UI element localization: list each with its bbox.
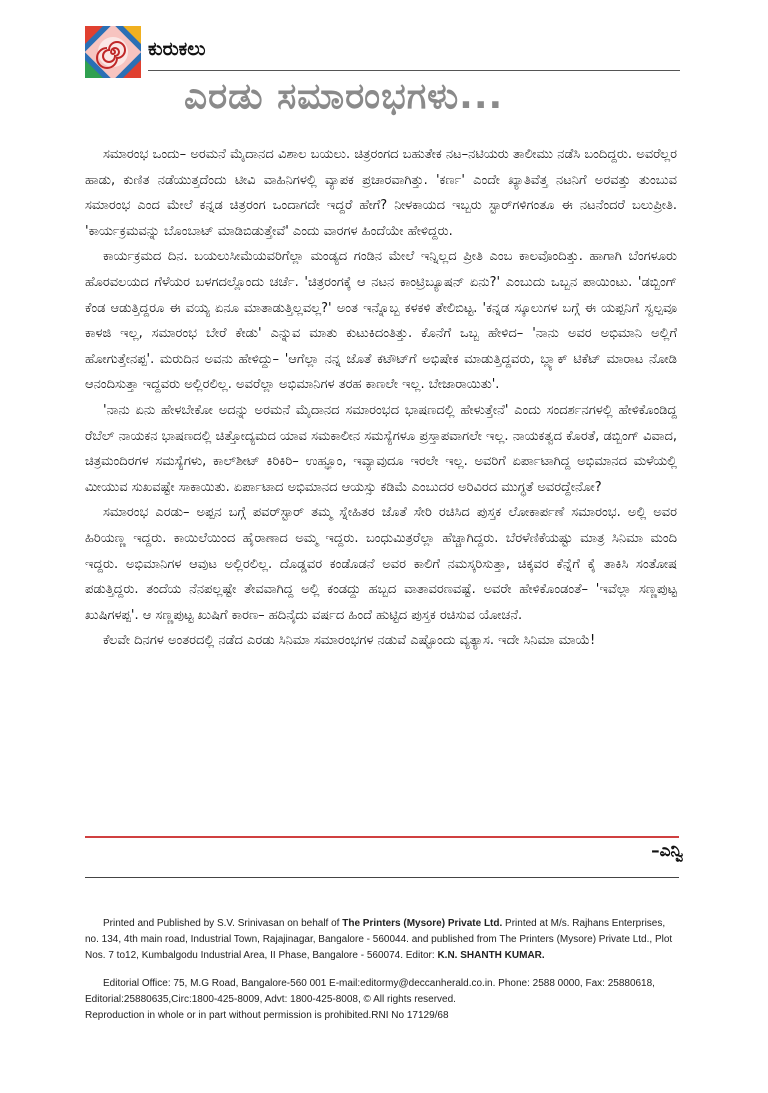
footer-rule <box>85 877 679 878</box>
imprint-publisher <box>85 916 677 965</box>
imprint-block <box>85 916 677 1035</box>
section-name: ಕುರುಕಲು <box>148 38 206 60</box>
imprint-text: Printed and Published by S.V. Srinivasan on behalf of <box>103 918 343 929</box>
article-end-rule <box>85 836 679 838</box>
article-paragraph: ಕಾರ್ಯಕ್ರಮದ ದಿನ. ಬಯಲುಸೀಮೆಯವರಿಗೆಲ್ಲಾ ಮಂಡ್ಯದ ಗಂಡಿನ ಮೇಲೆ ಇನ್ನಿಲ್ಲದ ಪ್ರೀತಿ ಎಂಬ ಕಾಲವೊಂದಿತ್ತು. ಹಾಗಾಗಿ ಬೆಂಗಳೂರು ಹೊರವಲಯದ ಗೆಳೆಯರ ಬಳಗದಲ್ಲೊಂದು ಚರ್ಚೆ. 'ಚಿತ್ರರಂಗಕ್ಕೆ ಆ ನಟನ ಕಾಂಟ್ರಿಬ್ಯೂಷನ್ ಏನು?' ಎಂಬುದು ಒಬ್ಬನ ಪಾಯಿಂಟು. 'ಡಬ್ಬಿಂಗ್ ಕೆಂಡ ಆಡುತ್ತಿದ್ದರೂ ಈ ವಯ್ಯ ಏನೂ ಮಾತಾಡುತ್ತಿಲ್ಲವಲ್ಲ?' ಅಂತ ಇನ್ನೊಬ್ಬ ಕಳಕಳಿ ತೇಲಿಬಿಟ್ಟ. 'ಕನ್ನಡ ಸ್ಕೂಲುಗಳ ಬಗ್ಗೆ ಈ ಯಪ್ಪನಿಗೆ ಸ್ವಲ್ಪವೂ ಕಾಳಜಿ ಇಲ್ಲ, ಸಮಾರಂಭ ಬೇರೆ ಕೇಡು' ಎನ್ನುವ ಮಾತು ಕುಟುಕಿದಂತಿತ್ತು. ಕೊನೆಗೆ ಒಬ್ಬ ಹೇಳಿದ– 'ನಾನು ಅವರ ಅಭಿಮಾನಿ ಅಲ್ಲಿಗೆ ಹೋಗುತ್ತೇನಪ್ಪ'. ಮರುದಿನ ಅವನು ಹೇಳಿದ್ದು– 'ಆಗೆಲ್ಲಾ ನನ್ನ ಜೊತೆ ಕಟೌಟ್‌ಗೆ ಅಭಿಷೇಕ ಮಾಡುತ್ತಿದ್ದವರು, ಬ್ಲ್ಯಾಕ್ ಟಿಕೆಟ್ ಮಾರಾಟ ನೋಡಿ ಆನಂದಿಸುತ್ತಾ ಇದ್ದವರು ಅಲ್ಲಿರಲಿಲ್ಲ. ಅವರೆಲ್ಲಾ ಅಭಿಮಾನಿಗಳ ತರಹ ಕಾಣಲೇ ಇಲ್ಲ. ಬೇಜಾರಾಯಿತು'. <box>85 249 677 393</box>
imprint-company: The Printers (Mysore) Private Ltd. <box>342 918 503 929</box>
imprint-editor: K.N. SHANTH KUMAR. <box>437 950 545 962</box>
article-paragraph: ಸಮಾರಂಭ ಎರಡು– ಅಪ್ಪನ ಬಗ್ಗೆ ಪವರ್‌ಸ್ಟಾರ್ ತಮ್ಮ ಸ್ನೇಹಿತರ ಜೊತೆ ಸೇರಿ ರಚಿಸಿದ ಪುಸ್ತಕ ಲೋಕಾರ್ಪಣೆ ಸಮಾರಂಭ. ಅಲ್ಲಿ ಅವರ ಹಿರಿಯಣ್ಣ ಇದ್ದರು. ಕಾಯಿಲೆಯಿಂದ ಹೈರಾಣಾದ ಅಮ್ಮ ಇದ್ದರು. ಬಂಧುಮಿತ್ರರೆಲ್ಲಾ ಹೆಚ್ಚಾಗಿದ್ದರು. ಬೆರಳೆಣಿಕೆಯಷ್ಟು ಮಾತ್ರ ಸಿನಿಮಾ ಮಂದಿ ಇದ್ದರು. ಅಭಿಮಾನಿಗಳ ಆವುಟ ಅಲ್ಲಿರಲಿಲ್ಲ. ದೊಡ್ಡವರ ಕಂಡೊಡನೆ ಅವರ ಕಾಲಿಗೆ ನಮಸ್ಕರಿಸುತ್ತಾ, ಚಿಕ್ಕವರ ಕೆನ್ನೆಗೆ ಕೈ ತಾಕಿಸಿ ಸಂತೋಷ ಪಡುತ್ತಿದ್ದರು. ತಂದೆಯ ನೆನಪಲ್ಲಷ್ಟೇ ತೇವವಾಗಿದ್ದ ಅಲ್ಲಿ ಕಂಡದ್ದು ಹಬ್ಬದ ವಾತಾವರಣವಷ್ಟೆ. ಅವರೇ ಹೇಳಿಕೊಂಡಂತೆ– 'ಇವೆಲ್ಲಾ ಸಣ್ಣಪುಟ್ಟ ಖುಷಿಗಳಪ್ಪ'. ಆ ಸಣ್ಣಪುಟ್ಟ ಖುಷಿಗೆ ಕಾರಣ– ಹದಿನೈದು ವರ್ಷದ ಹಿಂದೆ ಹುಟ್ಟಿದ ಪುಸ್ತಕ ರಚಿಸುವ ಯೋಚನೆ. <box>85 505 677 623</box>
imprint-text: Printed at M/s. Rajhans Enterprises, no. 134, 4th main road, Industrial Town, Rajajinagar, Bangalore - 560044. and published from The Printers (Mysore) Private Ltd., Plot Nos. 7 to12, Kumbalgodu Industrial Area, II Phase, Bangalore - 560074. Editor: <box>85 918 673 962</box>
article-title: ಎರಡು ಸಮಾರಂಭಗಳು... <box>184 76 504 117</box>
article-paragraph: ಸಮಾರಂಭ ಒಂದು– ಅರಮನೆ ಮೈದಾನದ ವಿಶಾಲ ಬಯಲು. ಚಿತ್ರರಂಗದ ಬಹುತೇಕ ನಟ–ನಟಿಯರು ತಾಲೀಮು ನಡೆಸಿ ಬಂದಿದ್ದರು. ಅವರೆಲ್ಲರ ಹಾಡು, ಕುಣಿತ ನಡೆಯುತ್ತದೆಂದು ಟೀವಿ ವಾಹಿನಿಗಳಲ್ಲಿ ವ್ಯಾಪಕ ಪ್ರಚಾರವಾಗಿತ್ತು. 'ಕರ್ಣ' ಎಂದೇ ಖ್ಯಾತಿವೆತ್ತ ನಟನಿಗೆ ಅರವತ್ತು ತುಂಬುವ ಸಮಾರಂಭ ಎಂದ ಮೇಲೆ ಕನ್ನಡ ಚಿತ್ರರಂಗ ಒಂದಾಗದೇ ಇದ್ದರೆ ಹೇಗೆ? ನೀಳಕಾಯದ ಇಬ್ಬರು ಸ್ಟಾರ್‌ಗಳಿಗಂತೂ ಈ ನಟನೆಂದರೆ ಬಲುಪ್ರೀತಿ. 'ಕಾರ್ಯಕ್ರಮವನ್ನು ಬೊಂಬಾಟ್ ಮಾಡಿಬಿಡುತ್ತೇವೆ' ಎಂದು ವಾರಗಳ ಹಿಂದೆಯೇ ಹೇಳಿದ್ದರು. <box>85 147 677 239</box>
imprint-editorial-office: Editorial Office: 75, M.G Road, Bangalore-560 001 E-mail:editormy@deccanherald.co.in. Phone: 2588 0000, Fax: 25880618, Editorial:25880635,Circ:1800-425-8009, Advt: 1800-425-8008, © All rights reserved. <box>85 977 655 1005</box>
spiral-tile-logo-icon <box>85 26 141 78</box>
article-paragraph: 'ನಾನು ಏನು ಹೇಳಬೇಕೋ ಅದನ್ನು ಅರಮನೆ ಮೈದಾನದ ಸಮಾರಂಭದ ಭಾಷಣದಲ್ಲಿ ಹೇಳುತ್ತೇನೆ' ಎಂದು ಸಂದರ್ಶನಗಳಲ್ಲಿ ಹೇಳಿಕೊಂಡಿದ್ದ ರೆಬೆಲ್ ನಾಯಕನ ಭಾಷಣದಲ್ಲಿ ಚಿತ್ತೋದ್ಯಮದ ಯಾವ ಸಮಕಾಲೀನ ಸಮಸ್ಯೆಗಳೂ ಪ್ರಸ್ತಾಪವಾಗಲೇ ಇಲ್ಲ. ನಾಯಕತ್ವದ ಕೊರತೆ, ಡಬ್ಬಿಂಗ್ ವಿವಾದ, ಚಿತ್ರಮಂದಿರಗಳ ಸಮಸ್ಯೆಗಳು, ಕಾಲ್‌ಶೀಟ್ ಕಿರಿಕಿರಿ– ಉಹ್ಞೂಂ, ಇವ್ಯಾವುದೂ ಇರಲೇ ಇಲ್ಲ. ಅವರಿಗೆ ಏರ್ಪಾಟಾಗಿದ್ದ ಅಭಿಮಾನದ ಮಳೆಯಲ್ಲಿ ಮೀಯುವ ಸುಖವಷ್ಟೇ ಸಾಕಾಯಿತು. ಏರ್ಪಾಟಾದ ಅಭಿಮಾನದ ಆಯಸ್ಸು ಕಡಿಮೆ ಎಂಬುದರ ಅರಿವಿರದ ಮುಗ್ಧತೆ ಅವರದ್ದೇನೋ? <box>85 402 677 495</box>
imprint-rights: Reproduction in whole or in part without permission is prohibited.RNI No 17129/68 <box>85 1010 449 1022</box>
article-body <box>85 142 677 654</box>
article-paragraph: ಕೆಲವೇ ದಿನಗಳ ಅಂತರದಲ್ಲಿ ನಡೆದ ಎರಡು ಸಿನಿಮಾ ಸಮಾರಂಭಗಳ ನಡುವೆ ಎಷ್ಟೊಂದು ವ್ಯತ್ಯಾಸ. ಇದೇ ಸಿನಿಮಾ ಮಾಯೆ! <box>103 633 596 649</box>
header-rule <box>148 70 680 71</box>
author-signature: –ಎನ್ವಿ <box>651 841 683 861</box>
